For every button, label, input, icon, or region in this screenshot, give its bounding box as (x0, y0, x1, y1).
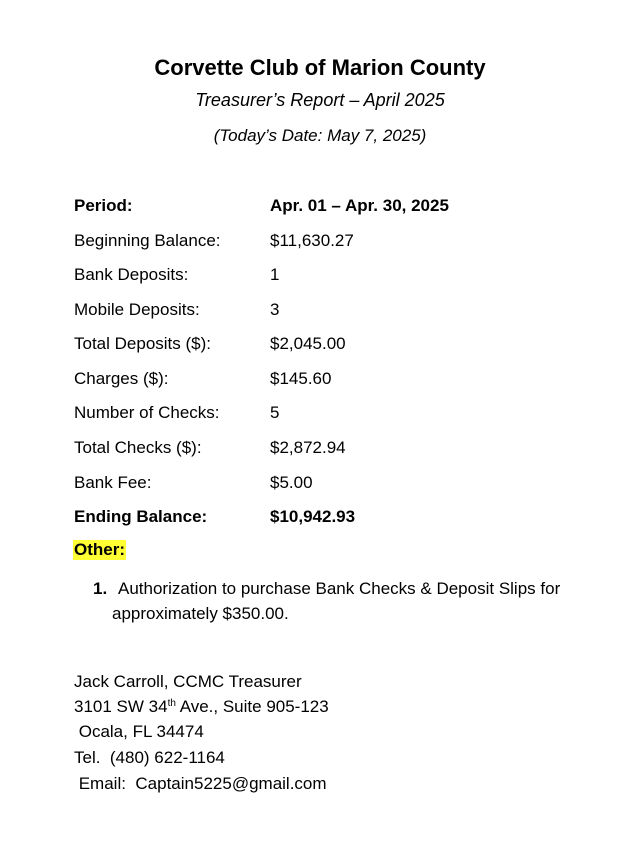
number-of-checks-value: 5 (270, 403, 280, 422)
report-subtitle: Treasurer’s Report – April 2025 (195, 90, 445, 110)
signature-name: Jack Carroll, CCMC Treasurer (74, 672, 302, 691)
ending-balance-label: Ending Balance: (74, 507, 208, 526)
mobile-deposits-row (74, 300, 594, 324)
number-of-checks-label: Number of Checks: (74, 403, 220, 422)
signature-city: Ocala, FL 34474 (74, 722, 204, 741)
beginning-balance-row (74, 231, 594, 255)
period-row (74, 196, 594, 220)
mobile-deposits-label: Mobile Deposits: (74, 300, 200, 319)
bank-deposits-row (74, 265, 594, 289)
charges-row (74, 369, 594, 393)
report-title: Corvette Club of Marion County (154, 55, 486, 80)
list-item-text: Authorization to purchase Bank Checks & Deposit Slips for approximately $350.00. (112, 579, 561, 623)
address-suite: Ave., Suite 905-123 (175, 697, 329, 716)
signature-email: Email: Captain5225@gmail.com (74, 774, 327, 793)
signature-address (74, 697, 329, 717)
other-heading: Other: (74, 540, 125, 559)
signature-phone: Tel. (480) 622-1164 (74, 748, 225, 767)
report-date: (Today’s Date: May 7, 2025) (213, 126, 427, 145)
beginning-balance-label: Beginning Balance: (74, 231, 221, 250)
bank-fee-label: Bank Fee: (74, 473, 152, 492)
total-checks-value: $2,872.94 (270, 438, 346, 457)
bank-deposits-value: 1 (270, 265, 280, 284)
bank-deposits-label: Bank Deposits: (74, 265, 189, 284)
total-deposits-label: Total Deposits ($): (74, 334, 211, 353)
period-value: Apr. 01 – Apr. 30, 2025 (270, 196, 449, 215)
address-ordinal-suffix: th (167, 698, 176, 709)
address-street: 3101 SW 34 (74, 697, 168, 716)
bank-fee-row (74, 473, 594, 497)
list-item-number: 1. (93, 579, 108, 598)
total-deposits-row (74, 334, 594, 358)
total-deposits-value: $2,045.00 (270, 334, 346, 353)
number-of-checks-row (74, 403, 594, 427)
total-checks-row (74, 438, 594, 462)
total-checks-label: Total Checks ($): (74, 438, 202, 457)
ending-balance-row (74, 507, 594, 531)
beginning-balance-value: $11,630.27 (270, 231, 354, 250)
mobile-deposits-value: 3 (270, 300, 280, 319)
charges-label: Charges ($): (74, 369, 169, 388)
bank-fee-value: $5.00 (270, 473, 313, 492)
charges-value: $145.60 (270, 369, 332, 388)
ending-balance-value: $10,942.93 (270, 507, 356, 526)
period-label: Period: (74, 196, 133, 215)
